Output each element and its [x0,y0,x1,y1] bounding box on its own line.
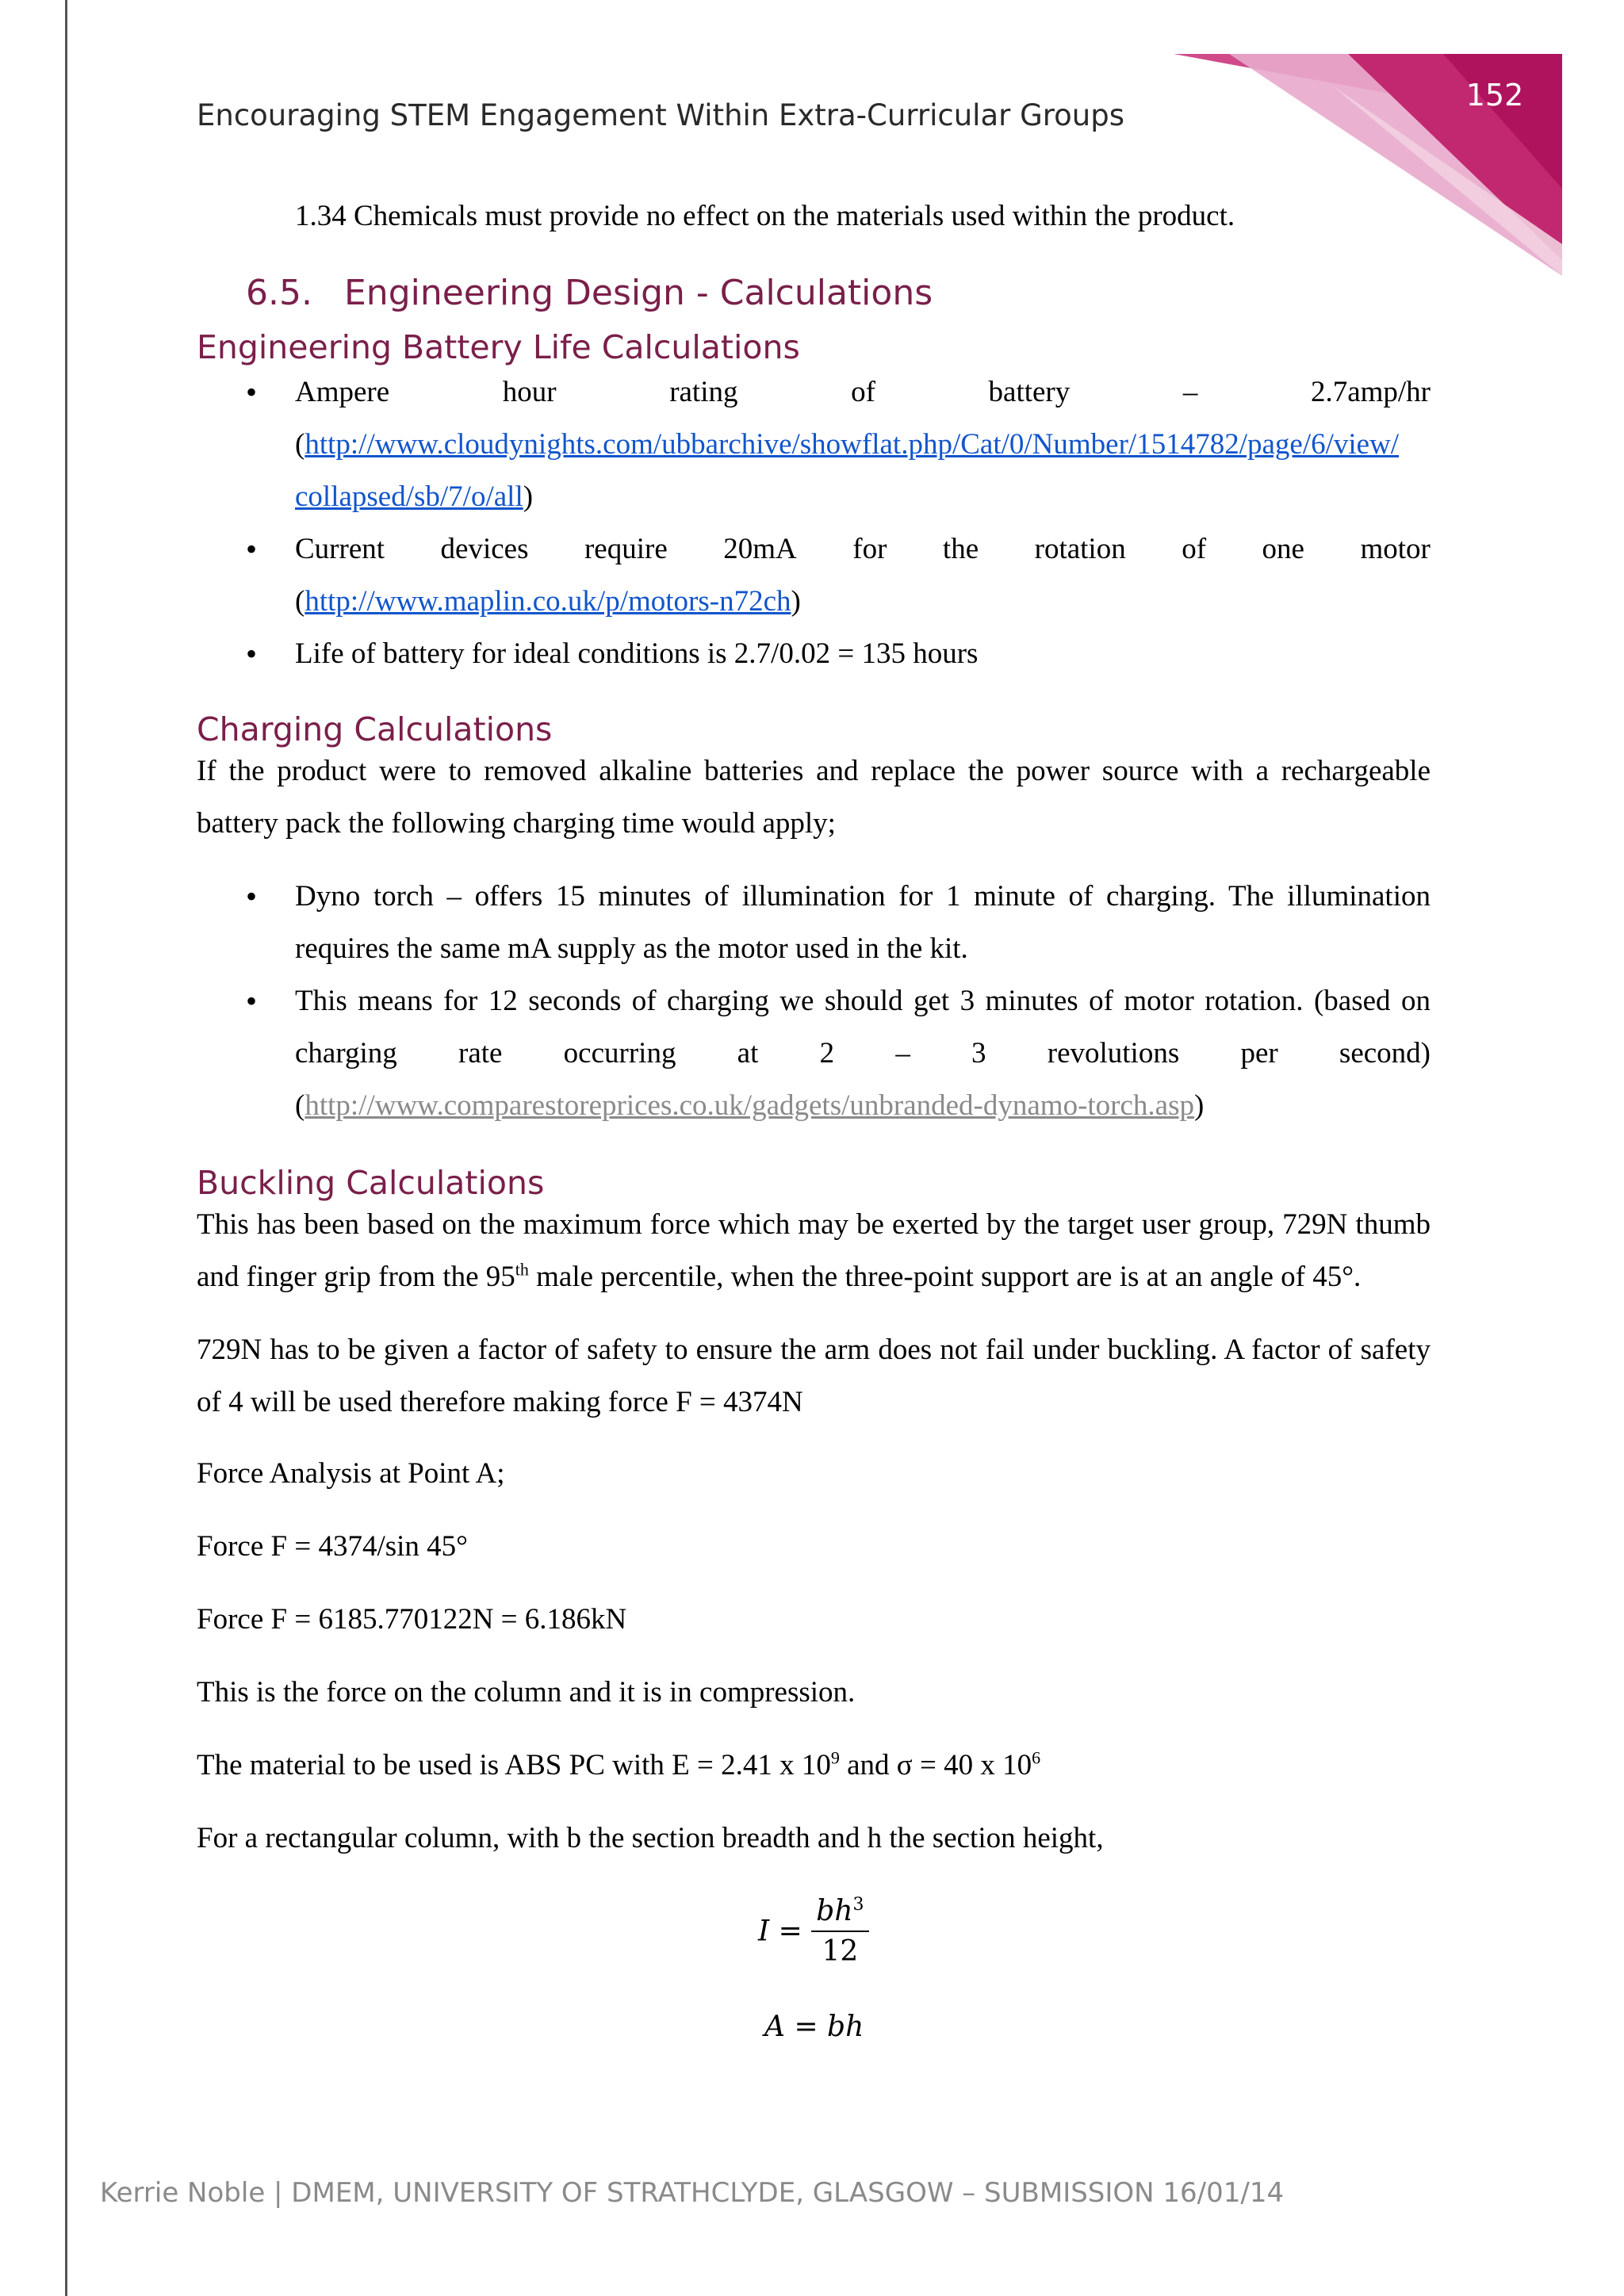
word: 3 [971,1037,986,1070]
word: one [1262,533,1304,565]
word: 2.7amp/hr [1310,376,1431,408]
charging-intro: If the product were to removed alkaline batteries and replace the power source with a rechargeable battery pack the following charging time would apply; [197,755,1431,840]
battery-heading: Engineering Battery Life Calculations [197,328,800,366]
buckling-paragraph-1 [197,1199,1431,1303]
page-footer: Kerrie Noble | DMEM, UNIVERSITY OF STRATHCLYDE, GLASGOW – SUBMISSION 16/01/14 [100,2177,1285,2209]
section-number: 6.5. [246,273,312,313]
cloudynights-link[interactable] [295,428,1399,513]
word: 2 [819,1037,835,1070]
running-header-title: Encouraging STEM Engagement Within Extra-Curricular Groups [197,98,1125,132]
exponent: 3 [852,1895,864,1915]
word: battery [988,376,1071,408]
word: rotation [1034,533,1126,565]
section-title: Engineering Design - Calculations [344,273,933,313]
comparestoreprices-link[interactable]: http://www.comparestoreprices.co.uk/gadgets/unbranded-dynamo-torch.asp [304,1089,1194,1122]
word: devices [440,533,529,565]
word: – [1182,376,1198,408]
text: The material to be used is ABS PC with E = 2.41 x 10 [197,1749,831,1781]
battery-item2-source: (http://www.maplin.co.uk/p/motors-n72ch) [295,585,801,618]
maplin-link[interactable]: http://www.maplin.co.uk/p/motors-n72ch [304,585,791,618]
fraction [811,1895,868,1968]
word: second) [1339,1037,1431,1070]
word: – [895,1037,910,1070]
link-text: collapsed/sb/7/o/all [295,480,523,513]
superscript: th [515,1259,529,1280]
page-number: 152 [1465,78,1524,113]
battery-item1-line [295,366,1431,419]
text: male percentile, when the three-point support are is at an angle of 45°. [528,1261,1362,1293]
word: of [1182,533,1207,565]
force-analysis-label: Force Analysis at Point A; [197,1457,505,1490]
compression-statement: This is the force on the column and it is in compression. [197,1676,856,1709]
charging-list [197,871,1431,1132]
requirement-item [295,190,1429,243]
section-heading [246,273,933,313]
word: rate [458,1037,503,1070]
word: require [584,533,668,565]
list-item [197,366,1431,523]
material-statement [197,1739,1431,1792]
charging-item2-source: (http://www.comparestoreprices.co.uk/gadgets/unbranded-dynamo-torch.asp) [295,1089,1205,1122]
force-equation-1: Force F = 4374/sin 45° [197,1530,468,1563]
list-item: • Dyno torch – offers 15 minutes of illumination for 1 minute of charging. The illumination requires the same mA supply as the motor used in the kit. [197,871,1431,975]
moment-of-inertia-equation [758,1895,869,1968]
word: rating [669,376,738,408]
text: This has been based on the maximum force which may be exerted by the target user group, 729N thumb and finger grip from the 95 [197,1208,1431,1293]
list-item: • Life of battery for ideal conditions is 2.7/0.02 = 135 hours [197,628,1431,680]
word: 20mA [723,533,797,565]
word: motor [1360,533,1431,565]
numerator-text: bh [816,1895,853,1927]
equation-lhs: I = [758,1915,802,1948]
requirement-number: 1.34 [295,200,347,232]
word: revolutions [1047,1037,1180,1070]
word: • Current [295,533,385,565]
word: the [942,533,979,565]
charging-heading: Charging Calculations [197,710,553,748]
word: per [1240,1037,1278,1070]
list-item [197,975,1431,1132]
text: and σ = 40 x 10 [839,1749,1032,1781]
buckling-paragraph-2: 729N has to be given a factor of safety to ensure the arm does not fail under buckling. A factor of safety of 4 will be used therefore making force F = 4374N [197,1334,1431,1418]
charging-item2-line1: • This means for 12 seconds of charging we should get 3 minutes of motor rotation. (based on [295,985,1431,1017]
word: charging [295,1037,397,1070]
word: for [852,533,887,565]
word: at [737,1037,759,1070]
word: • Ampere [295,376,390,408]
word: of [851,376,875,408]
battery-item2-line [295,523,1431,576]
buckling-heading: Buckling Calculations [197,1164,545,1202]
link-text: http://www.cloudynights.com/ubbarchive/showflat.php/Cat/0/Number/1514782/page/6/view/ [304,428,1400,461]
battery-item1-source: (http://www.cloudynights.com/ubbarchive/showflat.php/Cat/0/Number/1514782/page/6/view/ collapsed/sb/7/o/all) [295,428,1400,513]
force-equation-2: Force F = 6185.770122N = 6.186kN [197,1603,627,1636]
superscript: 6 [1032,1747,1041,1768]
column-statement: For a rectangular column, with b the section breadth and h the section height, [197,1822,1104,1854]
superscript: 9 [830,1747,840,1768]
battery-list [197,366,1431,680]
requirement-text: Chemicals must provide no effect on the materials used within the product. [354,200,1235,232]
list-item [197,523,1431,628]
charging-item2-line2 [295,1027,1431,1080]
word: hour [502,376,557,408]
left-margin-rule [65,0,67,2296]
fraction-denominator: 12 [822,1935,859,1968]
fraction-numerator [811,1895,868,1932]
area-equation: A = bh [764,2011,864,2043]
word: occurring [563,1037,676,1070]
